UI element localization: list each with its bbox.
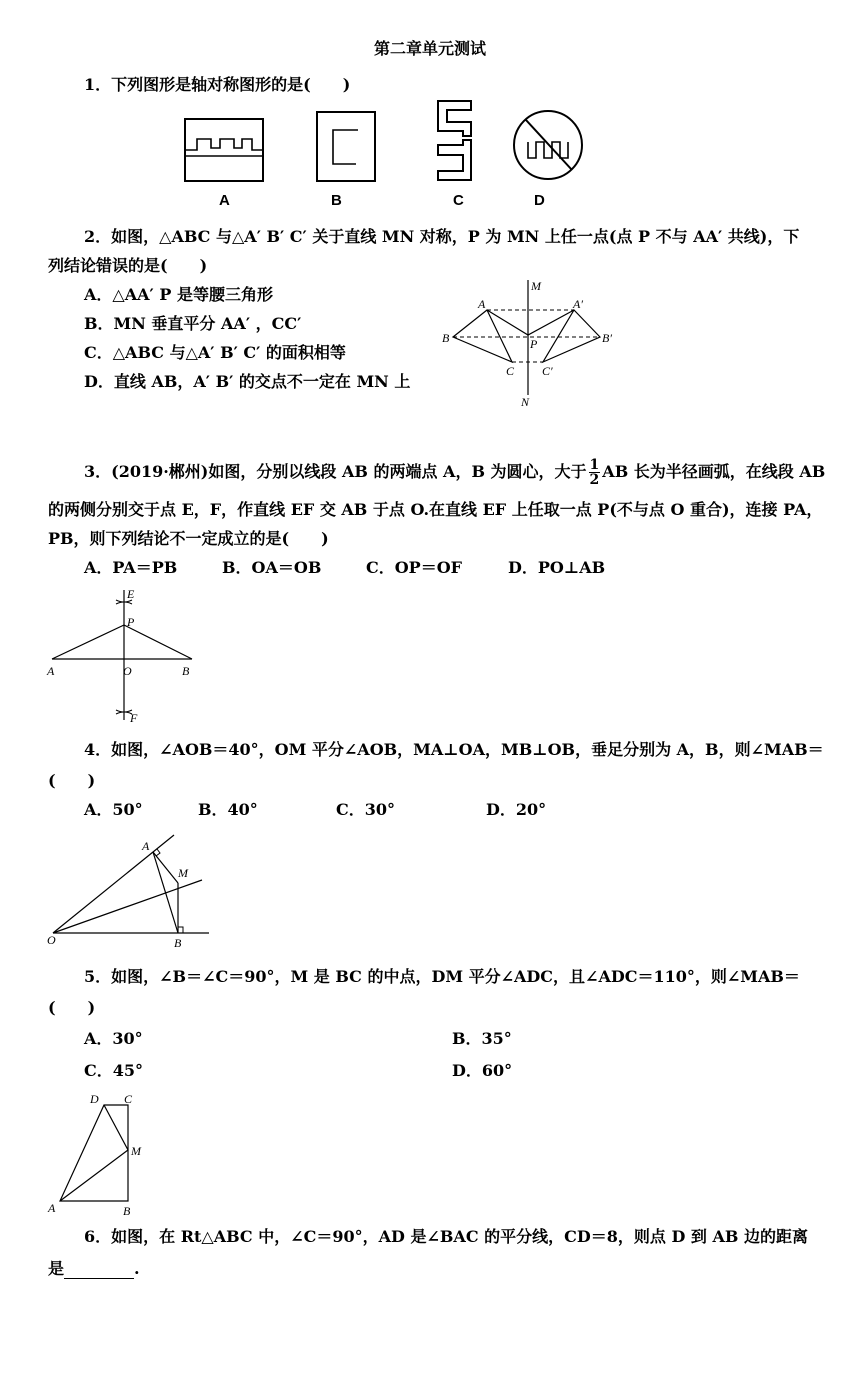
label-b: B <box>174 936 182 950</box>
figure-option-a <box>185 119 263 181</box>
question-3-figure <box>44 582 204 727</box>
label-e: E <box>127 587 135 601</box>
label-a: A <box>478 297 486 311</box>
question-2-stem-line-1: 2．如图，△ABC 与△A′ B′ C′ 关于直线 MN 对称，P 为 MN 上任一点(点 P 不与 AA′ 共线)，下 <box>84 227 800 246</box>
label-n: N <box>521 395 530 409</box>
question-3-stem-line-2: 的两侧分别交于点 E，F，作直线 EF 交 AB 于点 O.在直线 EF 上任取一点 P(不与点 O 重合)，连接 PA， <box>48 500 823 519</box>
label-o: O <box>47 933 56 947</box>
question-6-stem-line-1: 6．如图，在 Rt△ABC 中，∠C＝90°，AD 是∠BAC 的平分线，CD＝8，则点 D 到 AB 边的距离 <box>84 1227 808 1246</box>
question-2-option-b: B．MN 垂直平分 AA′ ，CC′ <box>84 314 302 333</box>
question-2-stem-line-2: 列结论错误的是( ) <box>48 256 208 275</box>
question-6-stem-line-2-a: 是 <box>48 1259 65 1278</box>
label-a: A <box>47 664 55 678</box>
option-label-c: C <box>453 192 464 209</box>
question-4-option-c: C．30° <box>336 800 396 819</box>
question-3-option-c: C．OP＝OF <box>366 558 463 577</box>
fraction-one-half: $\frac{1}{2}$ <box>589 457 600 488</box>
label-c-prime: C′ <box>542 364 553 378</box>
label-b-prime: B′ <box>602 331 612 345</box>
question-4-figure <box>44 825 214 955</box>
label-o: O <box>123 664 132 678</box>
question-4-option-b: B．40° <box>198 800 258 819</box>
label-p: P <box>530 337 538 351</box>
label-m: M <box>531 279 541 293</box>
question-3-option-d: D．PO⊥AB <box>508 558 606 577</box>
label-m: M <box>178 866 188 880</box>
label-a-prime: A′ <box>573 297 583 311</box>
question-5-option-b: B．35° <box>452 1029 512 1048</box>
question-4-stem-line-1: 4．如图，∠AOB＝40°，OM 平分∠AOB，MA⊥OA，MB⊥OB，垂足分别为 A，B，则∠MAB＝ <box>84 740 824 759</box>
question-2-figure <box>435 275 625 415</box>
label-a: A <box>48 1201 56 1215</box>
question-5-option-d: D．60° <box>452 1061 513 1080</box>
question-2-option-a: A．△AA′ P 是等腰三角形 <box>84 285 273 304</box>
label-c: C <box>124 1092 133 1106</box>
question-6-stem-line-2 <box>48 1256 140 1279</box>
label-b: B <box>442 331 450 345</box>
option-label-a: A <box>219 192 230 209</box>
question-3-stem-line-3: PB，则下列结论不一定成立的是( ) <box>48 529 329 548</box>
question-2-option-c: C．△ABC 与△A′ B′ C′ 的面积相等 <box>84 343 346 362</box>
label-a: A <box>142 839 150 853</box>
label-p: P <box>127 615 135 629</box>
question-4-stem-line-2: ( ) <box>48 771 96 790</box>
option-label-d: D <box>534 192 545 209</box>
option-label-b: B <box>331 192 342 209</box>
figure-option-c <box>438 101 471 180</box>
question-1-figures <box>180 98 600 188</box>
question-3-option-a: A．PA＝PB <box>84 558 178 577</box>
question-3-stem-line-1-a: 3．(2019·郴州)如图，分别以线段 AB 的两端点 A，B 为圆心，大于 <box>84 462 587 481</box>
question-3-stem-line-1-b: AB 长为半径画弧，在线段 AB <box>602 462 826 481</box>
question-5-stem-line-1: 5．如图，∠B＝∠C＝90°，M 是 BC 的中点，DM 平分∠ADC，且∠ADC＝110°，则∠MAB＝ <box>84 967 800 986</box>
label-c: C <box>506 364 515 378</box>
question-5-option-c: C．45° <box>84 1061 144 1080</box>
question-3-option-b: B．OA＝OB <box>222 558 322 577</box>
question-4-option-a: A．50° <box>84 800 143 819</box>
question-1-stem: 1．下列图形是轴对称图形的是( ) <box>84 75 351 94</box>
label-d: D <box>90 1092 99 1106</box>
answer-blank[interactable] <box>64 1262 134 1279</box>
figure-option-b <box>317 112 375 181</box>
label-m: M <box>131 1144 141 1158</box>
figure-option-d <box>514 111 582 179</box>
label-b: B <box>123 1204 131 1218</box>
question-6-stem-line-2-b: . <box>134 1259 140 1278</box>
label-b: B <box>182 664 190 678</box>
page-title: 第二章单元测试 <box>373 39 486 58</box>
question-2-option-d: D．直线 AB，A′ B′ 的交点不一定在 MN 上 <box>84 372 411 391</box>
question-4-option-d: D．20° <box>486 800 547 819</box>
question-3-stem-line-1 <box>84 458 825 487</box>
question-5-stem-line-2: ( ) <box>48 998 96 1017</box>
label-f: F <box>130 711 138 725</box>
question-5-option-a: A．30° <box>84 1029 143 1048</box>
question-5-figure <box>44 1088 164 1220</box>
